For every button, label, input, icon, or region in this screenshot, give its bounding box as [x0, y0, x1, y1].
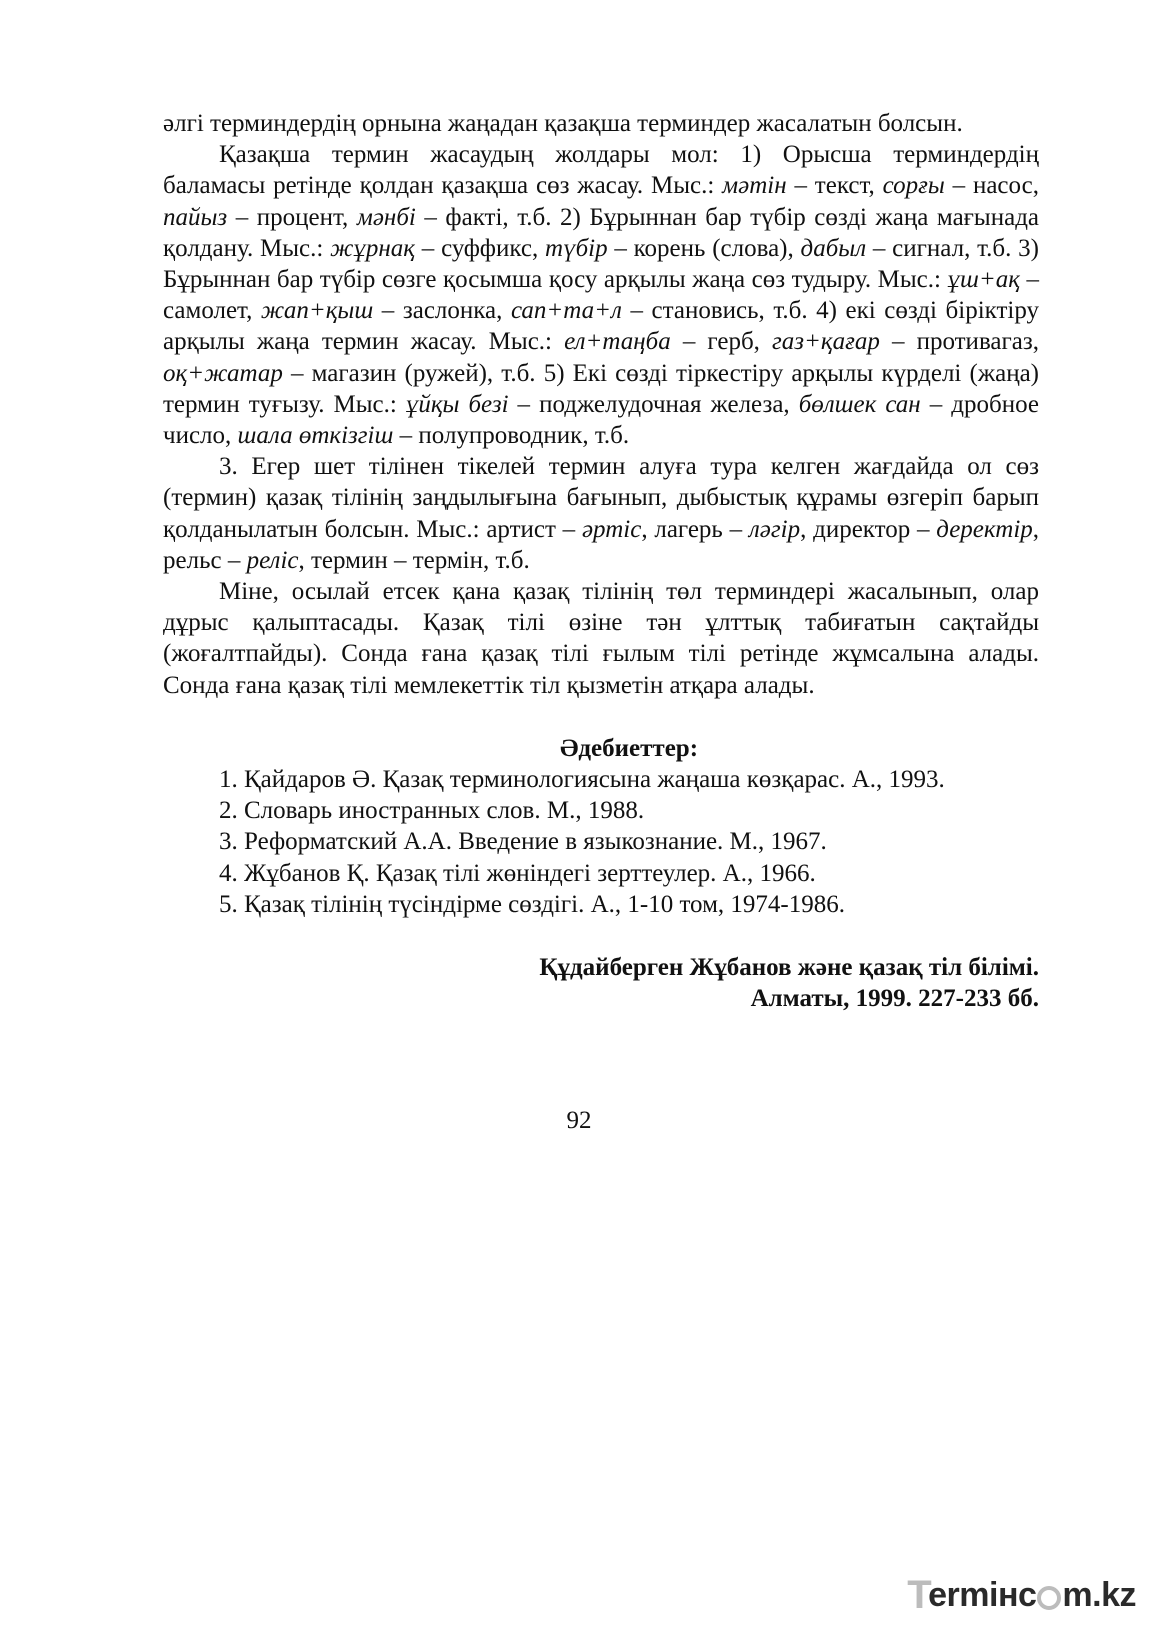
document-page — [163, 108, 1039, 1014]
reference-item: 4. Жұбанов Қ. Қазақ тілі жөніндегі зерттеулер. А., 1966. — [219, 859, 816, 887]
watermark-text-part1: ermінc — [928, 1575, 1037, 1614]
watermark-t-mark: T — [907, 1572, 932, 1617]
paragraph-continuation: әлгі терминдердің орнына жаңадан қазақша терминдер жасалатын болсын. — [163, 110, 963, 137]
references-heading: Әдебиеттер: — [559, 734, 699, 762]
paragraph-conclusion: Міне, осылай етсек қана қазақ тілінің төл терминдері жасалынып, олар дұрыс қалыптасады. Қазақ тілі өзіне тән ұлттық табиғатын сақтайды (жоғалтпайды). Сонда ғана қазақ тілі ғылым тілі ретінде жұмсалына алады. Сонда ғана қазақ тілі мемлекеттік тіл қызметін атқара алады. — [163, 578, 1039, 699]
paragraph-term-methods: Қазақша термин жасаудың жолдары мол: 1) Орысша терминдердің баламасы ретінде қолдан қазақша сөз жасау. Мыс.: мәтін – текст, сорғы – насос, пайыз – процент, мәнбі – факті, т.б. 2) Бұрыннан бар түбір сөзді жаңа мағынада қолдану. Мыс.: жұрнақ – суффикс, түбір – корень (слова), дабыл – сигнал, т.б. 3) Бұрыннан бар түбір сөзге қосымша қосу арқылы жаңа сөз тудыру. Мыс.: ұш+ақ – самолет, жап+қыш – заслонка, сап+та+л – становись, т.б. 4) екі сөзді біріктіру арқылы жаңа термин жасау. Мыс.: ел+таңба – герб, газ+қағар – противагаз, оқ+жатар – магазин (ружей), т.б. 5) Екі сөзді тіркестіру арқылы күрделі (жаңа) термин туғызу. Мыс.: ұйқы безі – поджелудочная железа, бөлшек сан – дробное число, шала өткізгіш – полупроводник, т.б. — [163, 141, 1040, 450]
reference-item: 2. Словарь иностранных слов. М., 1988. — [219, 797, 645, 825]
reference-item: 3. Реформатский А.А. Введение в языкознание. М., 1967. — [219, 828, 827, 856]
references-list — [163, 764, 1039, 920]
watermark-o-ring-icon — [1037, 1586, 1061, 1610]
paragraph-foreign-terms: 3. Егер шет тілінен тікелей термин алуға тура келген жағдайда ол сөз (термин) қазақ тілінің заңдылығына бағынып, дыбыстық құрамы өзгеріп барып қолданылатын болсын. Мыс.: артист – әртіс, лагерь – ләгір, директор – деректір, рельс – реліс, термин – термін, т.б. — [163, 453, 1040, 574]
page-number: 92 — [566, 1107, 592, 1134]
termincom-watermark-logo — [907, 1573, 1136, 1617]
source-citation — [163, 952, 1039, 1014]
reference-item: 1. Қайдаров Ә. Қазақ терминологиясына жаңаша көзқарас. А., 1993. — [219, 766, 945, 794]
reference-item: 5. Қазақ тілінің түсіндірме сөздігі. А., 1-10 том, 1974-1986. — [219, 890, 845, 918]
source-title: Құдайберген Жұбанов және қазақ тіл білімі. — [539, 954, 1039, 982]
source-publication: Алматы, 1999. 227-233 бб. — [750, 985, 1039, 1013]
watermark-text-part2: m.kz — [1062, 1575, 1136, 1614]
